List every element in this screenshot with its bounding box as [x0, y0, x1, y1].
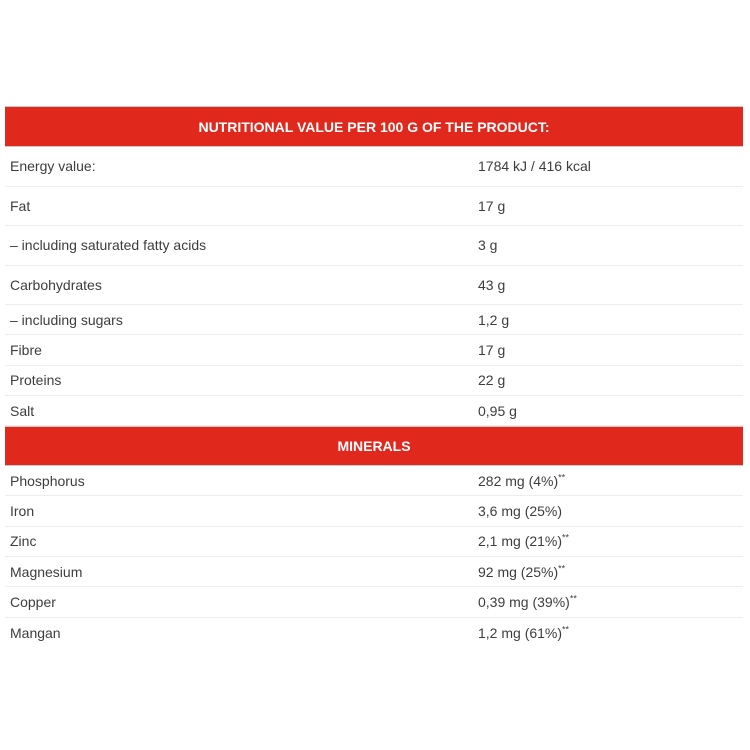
- nutrient-value: 3 g: [478, 237, 498, 254]
- mineral-name: Phosphorus: [10, 472, 85, 489]
- table-row: [5, 587, 743, 617]
- nutrient-name: Carbohydrates: [10, 276, 102, 293]
- mineral-name: Mangan: [10, 624, 61, 641]
- nutrient-value: 43 g: [478, 276, 506, 293]
- mineral-value: 282 mg (4%)**: [478, 472, 566, 489]
- mineral-name: Iron: [10, 503, 35, 520]
- nutrient-name: Energy value:: [10, 158, 96, 175]
- table-row: [5, 496, 743, 526]
- mineral-value: 0,39 mg (39%)**: [478, 593, 577, 611]
- table-row: [5, 466, 743, 496]
- nutrient-value: 17 g: [478, 197, 506, 214]
- table-row: [5, 618, 743, 648]
- table-row: [5, 527, 743, 557]
- table-row: [5, 366, 743, 396]
- mineral-name: Copper: [10, 594, 56, 611]
- minerals-header: MINERALS: [5, 426, 743, 466]
- nutrient-name: Proteins: [10, 372, 62, 389]
- mineral-value: 2,1 mg (21%)**: [478, 532, 570, 550]
- nutrient-value: 0,95 g: [478, 402, 517, 419]
- mineral-value: 92 mg (25%)**: [478, 563, 566, 580]
- nutrient-value: 1,2 g: [478, 311, 510, 328]
- table-row: [5, 266, 743, 306]
- table-row: [5, 305, 743, 335]
- nutrient-name: – including sugars: [10, 311, 123, 328]
- nutrient-name: – including saturated fatty acids: [10, 237, 207, 254]
- nutrient-name: Fat: [10, 197, 31, 214]
- nutrient-name: Fibre: [10, 341, 42, 358]
- nutrition-table: [5, 106, 743, 648]
- mineral-name: Magnesium: [10, 563, 83, 580]
- nutrient-value: 22 g: [478, 372, 506, 389]
- nutrient-value: 1784 kJ / 416 kcal: [478, 158, 591, 175]
- table-row: [5, 226, 743, 266]
- table-row: [5, 335, 743, 365]
- mineral-value: 1,2 mg (61%)**: [478, 624, 570, 641]
- table-row: [5, 557, 743, 587]
- nutrition-header: NUTRITIONAL VALUE PER 100 G OF THE PRODUCT:: [5, 106, 743, 147]
- nutrient-name: Salt: [10, 402, 35, 419]
- mineral-value: 3,6 mg (25%): [478, 503, 563, 520]
- table-row: [5, 187, 743, 227]
- table-row: [5, 396, 743, 426]
- mineral-name: Zinc: [10, 533, 37, 550]
- table-row: [5, 147, 743, 187]
- nutrient-value: 17 g: [478, 341, 506, 358]
